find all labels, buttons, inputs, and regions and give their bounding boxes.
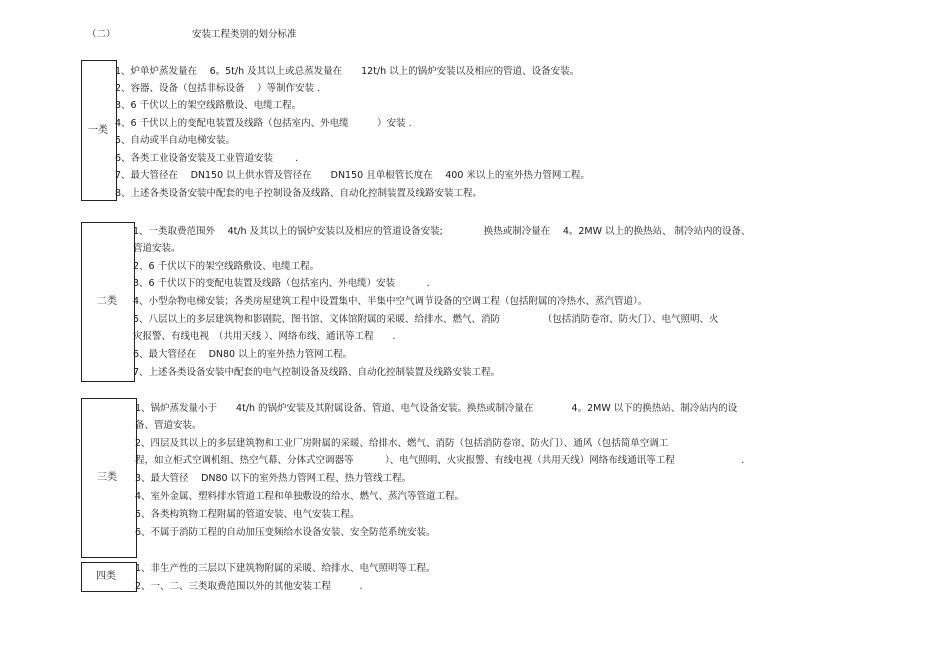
list-item: 6、最大管径在 DN80 以上的室外热力管网工程。 bbox=[133, 349, 353, 360]
category-label-4: 四类 bbox=[96, 571, 116, 582]
list-item: 6、各类工业设备安装及工业管道安装 . bbox=[115, 153, 299, 164]
section-index: （二） bbox=[87, 29, 116, 40]
list-item: 6、不属于消防工程的自动加压变频给水设备安装、安全防范系统安装。 bbox=[135, 527, 436, 538]
list-item: 7、上述各类设备安装中配套的电气控制设备及线路、自动化控制装置及线路安装工程。 bbox=[133, 367, 501, 378]
list-item: 1、非生产性的三层以下建筑物附属的采暖、给排水、电气照明等工程。 bbox=[135, 563, 436, 574]
list-item: 5、各类构筑物工程附属的管道安装、电气安装工程。 bbox=[135, 509, 360, 520]
list-item: 2、容器、设备（包括非标设备 ）等制作安装 . bbox=[115, 83, 321, 94]
list-item: 3、6 千伏以上的架空线路敷设、电缆工程。 bbox=[115, 100, 302, 111]
list-item: 2、四层及其以上的多层建筑物和工业厂房附属的采暖、给排水、燃气、消防（包括消防卷帘、防火门）、通风（包括简单空调工 bbox=[135, 438, 669, 449]
list-item: 2、6 千伏以下的架空线路敷设、电缆工程。 bbox=[133, 261, 320, 272]
list-item: 程，如立柜式空调机组、热空气幕、分体式空调器等 ）、电气照明、火灾报警、有线电视（共用天线）网络布线通讯等工程 . bbox=[135, 455, 745, 466]
list-item: 8、上述各类设备安装中配套的电子控制设备及线路、自动化控制装置及线路安装工程。 bbox=[115, 188, 483, 199]
list-item: 备、管道安装。 bbox=[135, 420, 202, 431]
list-item: 灾报警、有线电视 （共用天线 ）、网络布线、通讯等工程 . bbox=[133, 331, 396, 342]
list-item: 7、最大管径在 DN150 以上供水管及管径在 DN150 且单根管长度在 400 米以上的室外热力管网工程。 bbox=[115, 170, 590, 181]
list-item: 1、炉单炉蒸发量在 6。5t/h 及其以上或总蒸发量在 12t/h 以上的锅炉安装以及相应的管道、设备安装。 bbox=[115, 66, 580, 77]
list-item: 4、小型杂物电梯安装；各类房屋建筑工程中设置集中、半集中空气调节设备的空调工程（包括附属的冷热水、蒸汽管道）。 bbox=[133, 296, 648, 307]
document-title: 安装工程类别的划分标准 bbox=[192, 29, 297, 40]
list-item: 管道安装。 bbox=[133, 243, 181, 254]
list-item: 2、一、二、三类取费范围以外的其他安装工程 . bbox=[135, 581, 363, 592]
list-item: 4、室外金属、塑料排水管道工程和单独敷设的给水、燃气、蒸汽等管道工程。 bbox=[135, 491, 465, 502]
list-item: 4、6 千伏以上的变配电装置及线路（包括室内、外电缆 ）安装 . bbox=[115, 118, 412, 129]
list-item: 5、自动或半自动电梯安装。 bbox=[115, 135, 236, 146]
list-item: 3、最大管径 DN80 以下的室外热力管网工程、热力管线工程。 bbox=[135, 473, 412, 484]
list-item: 3、6 千伏以下的变配电装置及线路（包括室内、外电缆）安装 . bbox=[133, 278, 430, 289]
list-item: 1、一类取费范围外 4t/h 及其以上的锅炉安装以及相应的管道设备安装; 换热或制冷量在 4。2MW 以上的换热站、 制冷站内的设备、 bbox=[133, 226, 751, 237]
category-label-3: 三类 bbox=[97, 472, 117, 483]
category-label-2: 二类 bbox=[97, 296, 117, 307]
list-item: 5、八层以上的多层建筑物和影剧院、图书馆、文体馆附属的采暖、给排水、燃气、消防 （包括消防卷帘、防火门）、电气照明、火 bbox=[133, 314, 719, 325]
list-item: 1、锅炉蒸发量小于 4t/h 的锅炉安装及其附属设备、管道、电气设备安装。换热或制冷量在 4。2MW 以下的换热站、制冷站内的设 bbox=[135, 403, 738, 414]
category-label-1: 一类 bbox=[88, 125, 108, 136]
